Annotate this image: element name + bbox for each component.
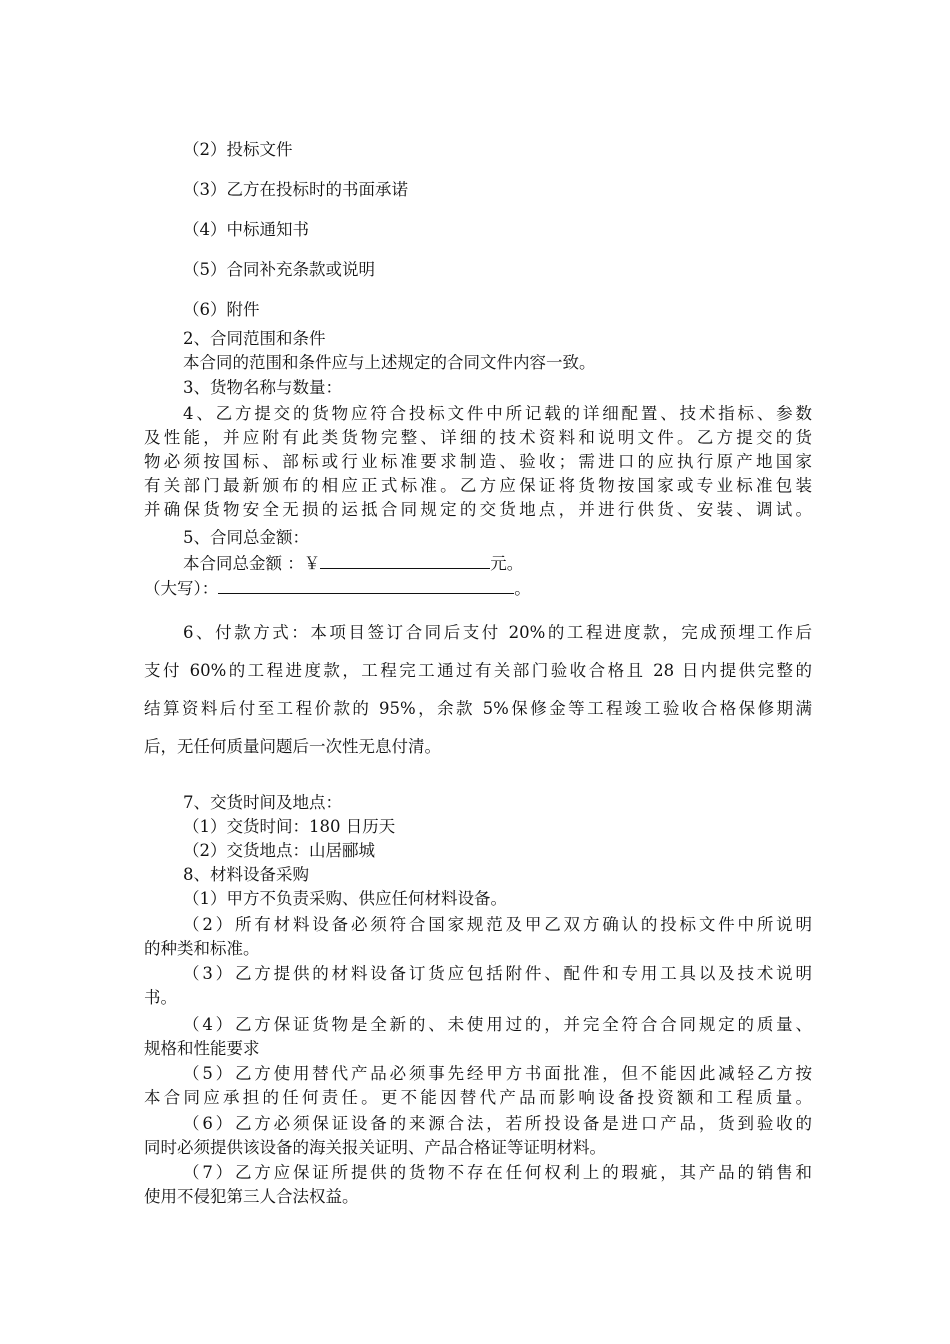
paragraph-line: （5）乙方使用替代产品必须事先经甲方书面批准，但不能因此减轻乙方按 [183, 1064, 812, 1083]
paragraph-line: 有关部门最新颁布的相应正式标准。乙方应保证将货物按国家或专业标准包装 [144, 476, 812, 495]
paragraph-line: 及性能，并应附有此类货物完整、详细的技术资料和说明文件。乙方提交的货 [144, 428, 812, 447]
paragraph-line: 4、乙方提交的货物应符合投标文件中所记载的详细配置、技术指标、参数 [183, 404, 812, 423]
delivery-time: （1）交货时间：180 日历天 [183, 817, 396, 836]
daxie-blank-line [218, 577, 514, 594]
paragraph-line: 结算资料后付至工程价款的 95%，余款 5%保修金等工程竣工验收合格保修期满 [144, 699, 812, 718]
amount-label: 本合同总金额 ：￥ [183, 554, 321, 573]
s8-item-5 [144, 1062, 812, 1110]
s8-item-2 [144, 913, 812, 961]
paragraph-line: 本合同应承担的任何责任。更不能因替代产品而影响设备投资额和工程质量。 [144, 1088, 812, 1107]
s8-item-6 [144, 1112, 812, 1160]
list-item-supplementary-terms: （5）合同补充条款或说明 [183, 260, 375, 279]
s8-item-7 [144, 1161, 812, 1209]
paragraph-line: 6、付款方式：本项目签订合同后支付 20%的工程进度款，完成预埋工作后 [183, 623, 812, 642]
paragraph-line: 书。 [144, 988, 177, 1007]
paragraph-line: 的种类和标准。 [144, 939, 260, 958]
paragraph-line: （3）乙方提供的材料设备订货应包括附件、配件和专用工具以及技术说明 [183, 964, 812, 983]
s8-item-1: （1）甲方不负责采购、供应任何材料设备。 [183, 889, 507, 908]
daxie-label: （大写）： [144, 579, 219, 598]
section-2-body: 本合同的范围和条件应与上述规定的合同文件内容一致。 [183, 353, 596, 372]
daxie-end: 。 [514, 579, 531, 598]
paragraph-line: 并确保货物安全无损的运抵合同规定的交货地点，并进行供货、安装、调试。 [144, 500, 812, 519]
section-6-paragraph [144, 614, 812, 766]
delivery-location: （2）交货地点：山居郦城 [183, 841, 375, 860]
amount-row [183, 552, 523, 575]
paragraph-line: 物必须按国标、部标或行业标准要求制造、验收；需进口的应执行原产地国家 [144, 452, 812, 471]
list-item-written-commitment: （3）乙方在投标时的书面承诺 [183, 180, 408, 199]
amount-unit: 元。 [490, 554, 524, 573]
amount-blank-line [320, 552, 490, 569]
list-item-award-notice: （4）中标通知书 [183, 220, 309, 239]
list-item-attachments: （6）附件 [183, 300, 260, 319]
daxie-row [144, 577, 531, 600]
paragraph-line: 后，无任何质量问题后一次性无息付清。 [144, 737, 441, 756]
s8-item-4 [144, 1013, 812, 1061]
list-item-bid-docs: （2）投标文件 [183, 140, 293, 159]
paragraph-line: （7）乙方应保证所提供的货物不存在任何权利上的瑕疵，其产品的销售和 [183, 1163, 812, 1182]
paragraph-line: （2）所有材料设备必须符合国家规范及甲乙双方确认的投标文件中所说明 [183, 915, 812, 934]
paragraph-line: 使用不侵犯第三人合法权益。 [144, 1187, 359, 1206]
s8-item-3 [144, 962, 812, 1010]
paragraph-line: 支付 60%的工程进度款，工程完工通过有关部门验收合格且 28 日内提供完整的 [144, 661, 812, 680]
section-4-paragraph [144, 402, 812, 522]
section-2-title: 2、合同范围和条件 [183, 329, 326, 348]
section-7-title: 7、交货时间及地点： [183, 793, 342, 812]
paragraph-line: 规格和性能要求 [144, 1039, 260, 1058]
section-3-title: 3、货物名称与数量： [183, 378, 342, 397]
section-8-title: 8、材料设备采购 [183, 865, 309, 884]
paragraph-line: （4）乙方保证货物是全新的、未使用过的，并完全符合合同规定的质量、 [183, 1015, 812, 1034]
section-5-title: 5、合同总金额： [183, 528, 309, 547]
paragraph-line: 同时必须提供该设备的海关报关证明、产品合格证等证明材料。 [144, 1138, 606, 1157]
paragraph-line: （6）乙方必须保证设备的来源合法，若所投设备是进口产品，货到验收的 [183, 1114, 812, 1133]
